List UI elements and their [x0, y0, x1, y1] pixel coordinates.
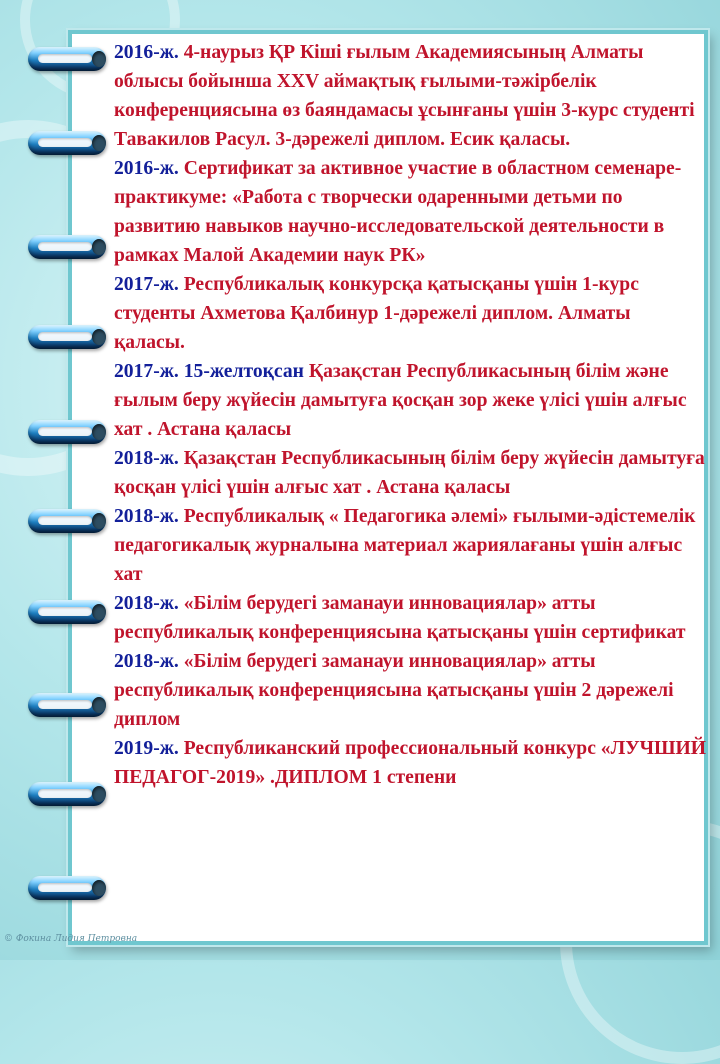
achievement-entry [114, 154, 706, 270]
entry-text: Қазақстан Республикасының білім беру жүйесін дамытуға қосқан үлісі үшін алғыс хат . Астана қаласы [114, 448, 705, 498]
binder-ring-icon [28, 322, 108, 352]
entry-text: Республикалық « Педагогика әлемі» ғылыми-әдістемелік педагогикалық журналына материал жариялағаны үшін алғыс хат [114, 506, 696, 585]
entry-year: 2017-ж. [114, 361, 179, 382]
achievement-entry [114, 734, 706, 792]
achievement-entry [114, 270, 706, 357]
binder-ring-icon [28, 128, 108, 158]
entry-text: «Білім берудегі заманауи инновациялар» атты республикалық конференциясына қатысқаны үшін сертификат [114, 593, 686, 643]
entry-year: 2019-ж. [114, 738, 179, 759]
achievement-entry [114, 647, 706, 734]
binder-ring-icon [28, 597, 108, 627]
entry-text: Республикалық конкурсқа қатысқаны үшін 1-курс студенты Ахметова Қалбинур 1-дәрежелі диплом. Алматы қаласы. [114, 274, 639, 353]
binder-ring-icon [28, 690, 108, 720]
achievement-entry [114, 444, 706, 502]
entry-date: 15-желтоқсан [178, 361, 304, 382]
achievement-entry [114, 357, 706, 444]
entry-text: Сертификат за активное участие в областном семенаре-практикуме: «Работа с творчески одаренными детьми по развитию навыков научно-исследовательской деятельности в рамках Малой Академии наук РК» [114, 158, 682, 266]
achievement-entry [114, 502, 706, 589]
entry-text: «Білім берудегі заманауи инновациялар» атты республикалық конференциясына қатысқаны үшін 2 дәрежелі диплом [114, 651, 674, 730]
binder-ring-icon [28, 506, 108, 536]
achievement-entry [114, 38, 706, 154]
binder-ring-icon [28, 779, 108, 809]
entry-year: 2018-ж. [114, 593, 179, 614]
binder-rings [28, 0, 118, 960]
entry-text: Қазақстан Республикасының білім және ғылым беру жүйесін дамытуға қосқан зор жеке үлісі үшін алғыс хат . Астана қаласы [114, 361, 687, 440]
binder-ring-icon [28, 44, 108, 74]
author-watermark: © Фокина Лидия Петровна [4, 934, 138, 944]
entry-year: 2016-ж. [114, 42, 179, 63]
entry-text: 4-наурыз ҚР Кіші ғылым Академиясының Алматы облысы бойынша XXV аймақтық ғылыми-тәжірбелік конференциясына өз баяндамасы ұсынғаны үшін 3-курс студенті Тавакилов Расул. 3-дәрежелі диплом. Есик қаласы. [114, 42, 695, 150]
entry-year: 2017-ж. [114, 274, 179, 295]
entry-text: Республиканский профессиональный конкурс «ЛУЧШИЙ ПЕДАГОГ-2019» .ДИПЛОМ 1 степени [114, 738, 706, 788]
achievements-list [114, 38, 706, 792]
binder-ring-icon [28, 417, 108, 447]
entry-year: 2018-ж. [114, 448, 179, 469]
achievement-entry [114, 589, 706, 647]
entry-year: 2018-ж. [114, 506, 179, 527]
entry-year: 2018-ж. [114, 651, 179, 672]
binder-ring-icon [28, 873, 108, 903]
binder-ring-icon [28, 232, 108, 262]
entry-year: 2016-ж. [114, 158, 179, 179]
